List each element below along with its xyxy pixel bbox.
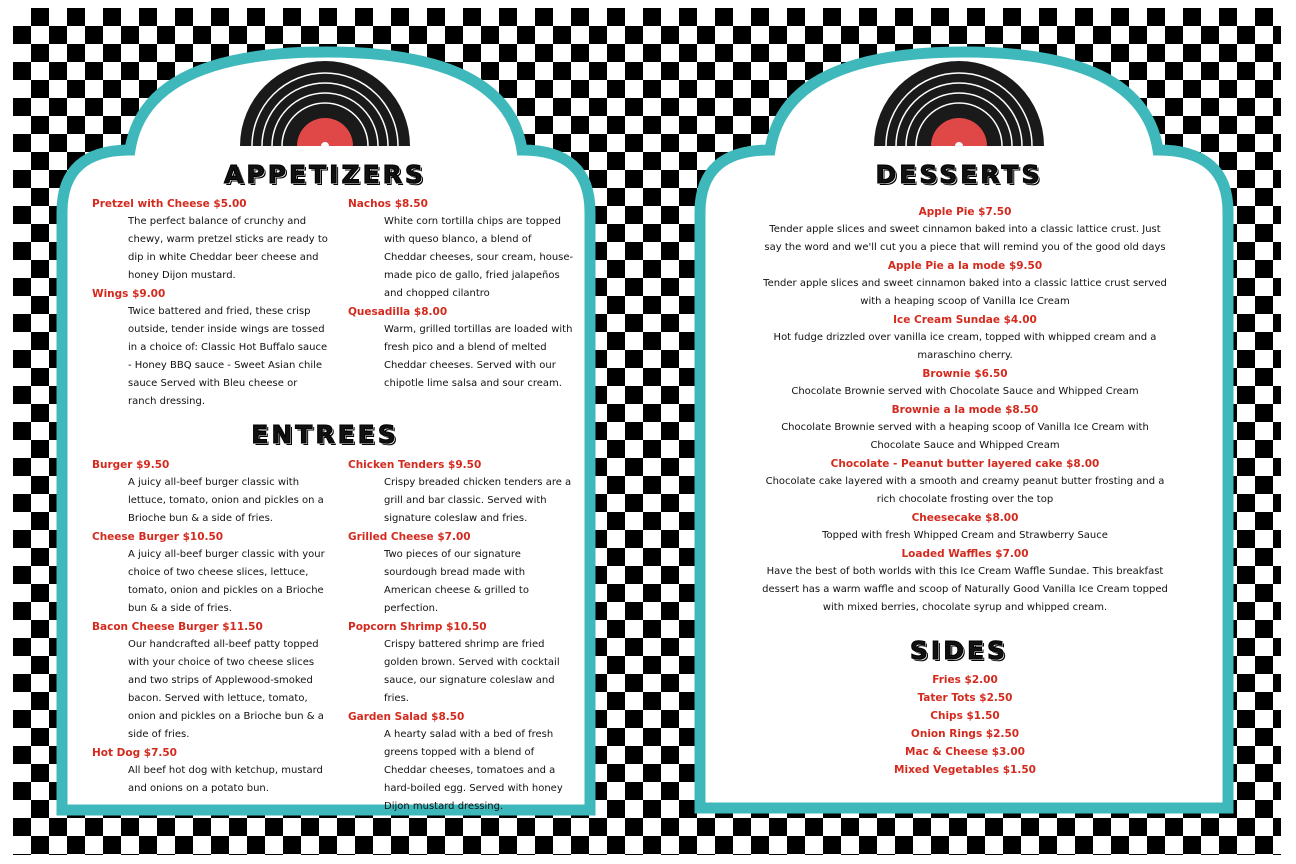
sides-heading: SIDES [909, 636, 1009, 665]
dessert-item-description: Chocolate cake layered with a smooth and creamy peanut butter frosting and a rich chocolate frosting over the top [765, 476, 1165, 505]
side-item: Tater Tots $2.50 [917, 692, 1013, 704]
dessert-item-description: Hot fudge drizzled over vanilla ice cream, topped with whipped cream and a maraschino cherry. [773, 332, 1157, 361]
menu-item-description: Warm, grilled tortillas are loaded with fresh pico and a blend of melted Cheddar cheeses. Served with our chipotle lime salsa and sour cream. [384, 324, 573, 389]
menu-item-name: Bacon Cheese Burger $11.50 [92, 621, 263, 633]
entrees-heading: ENTREES [251, 420, 399, 449]
menu-item-name: Chicken Tenders $9.50 [348, 459, 482, 471]
menu-item-description: Crispy battered shrimp are fried golden brown. Served with cocktail sauce, our signature coleslaw and fries. [384, 639, 560, 704]
appetizers-column-1 [92, 195, 328, 411]
dessert-item-description: Tender apple slices and sweet cinnamon baked into a classic lattice crust. Just say the word and we'll cut you a piece that will remind you of the good old days [764, 224, 1166, 253]
menu-item-description: Two pieces of our signature sourdough bread made with American cheese & grilled to perfection. [384, 549, 529, 614]
desserts-list [760, 203, 1170, 617]
sides-list [860, 671, 1070, 779]
side-item: Mac & Cheese $3.00 [905, 746, 1025, 758]
menu-item-name: Grilled Cheese $7.00 [348, 531, 471, 543]
menu-item-description: White corn tortilla chips are topped with queso blanco, a blend of Cheddar cheeses, sour cream, house-made pico de gallo, fried jalapeños and chopped cilantro [384, 216, 574, 299]
menu-item-description: A juicy all-beef burger classic with lettuce, tomato, onion and pickles on a Brioche bun & a side of fries. [128, 477, 324, 524]
menu-item-name: Quesadilla $8.00 [348, 306, 448, 318]
entrees-column-1 [92, 456, 328, 798]
dessert-item-description: Chocolate Brownie served with Chocolate Sauce and Whipped Cream [791, 386, 1139, 397]
dessert-item-description: Have the best of both worlds with this Ice Cream Waffle Sundae. This breakfast dessert has a warm waffle and scoop of Naturally Good Vanilla Ice Cream topped with mixed berries, chocolate syrup and whipped cream. [762, 566, 1168, 613]
dessert-item-name: Ice Cream Sundae $4.00 [893, 314, 1037, 326]
side-item: Chips $1.50 [930, 710, 1000, 722]
appetizers-heading: APPETIZERS [224, 160, 426, 189]
appetizers-column-2 [348, 195, 574, 393]
dessert-item-description: Chocolate Brownie served with a heaping scoop of Vanilla Ice Cream with Chocolate Sauce and Whipped Cream [781, 422, 1149, 451]
side-item: Fries $2.00 [932, 674, 998, 686]
menu-item-description: The perfect balance of crunchy and chewy, warm pretzel sticks are ready to dip in white Cheddar beer cheese and honey Dijon mustard. [128, 216, 328, 281]
dessert-item-name: Loaded Waffles $7.00 [901, 548, 1029, 560]
menu-item-name: Pretzel with Cheese $5.00 [92, 198, 247, 210]
dessert-item-name: Brownie $6.50 [922, 368, 1008, 380]
menu-item-name: Cheese Burger $10.50 [92, 531, 224, 543]
menu-item-name: Nachos $8.50 [348, 198, 428, 210]
menu-item-name: Popcorn Shrimp $10.50 [348, 621, 487, 633]
menu-item-description: Our handcrafted all-beef patty topped with your choice of two cheese slices and two strips of Applewood-smoked bacon. Served with lettuce, tomato, onion and pickles on a Brioche bun & a side of fries. [128, 639, 324, 740]
menu-item-name: Burger $9.50 [92, 459, 170, 471]
menu-item-description: Crispy breaded chicken tenders are a grill and bar classic. Served with signature coleslaw and fries. [384, 477, 572, 524]
desserts-heading: DESSERTS [875, 160, 1043, 189]
menu-item-description: Twice battered and fried, these crisp outside, tender inside wings are tossed in a choice of: Classic Hot Buffalo sauce - Honey BBQ sauce - Sweet Asian chile sauce Served with Bleu cheese or ranch dressing. [128, 306, 328, 407]
menu-item-name: Hot Dog $7.50 [92, 747, 177, 759]
menu-item-description: All beef hot dog with ketchup, mustard and onions on a potato bun. [128, 765, 323, 794]
dessert-item-name: Cheesecake $8.00 [911, 512, 1019, 524]
dessert-item-name: Apple Pie a la mode $9.50 [887, 260, 1043, 272]
dessert-item-name: Brownie a la mode $8.50 [891, 404, 1039, 416]
dessert-item-name: Apple Pie $7.50 [918, 206, 1012, 218]
entrees-column-2 [348, 456, 574, 816]
side-item: Onion Rings $2.50 [910, 728, 1020, 740]
side-item: Mixed Vegetables $1.50 [894, 764, 1036, 776]
menu-item-description: A hearty salad with a bed of fresh greens topped with a blend of Cheddar cheeses, tomatoes and a hard-boiled egg. Served with honey Dijon mustard dressing. [384, 729, 563, 812]
dessert-item-description: Topped with fresh Whipped Cream and Strawberry Sauce [822, 530, 1108, 541]
dessert-item-description: Tender apple slices and sweet cinnamon baked into a classic lattice crust served with a heaping scoop of Vanilla Ice Cream [763, 278, 1167, 307]
dessert-item-name: Chocolate - Peanut butter layered cake $8.00 [830, 458, 1100, 470]
menu-item-name: Garden Salad $8.50 [348, 711, 465, 723]
menu-item-description: A juicy all-beef burger classic with your choice of two cheese slices, lettuce, tomato, onion and pickles on a Brioche bun & a side of fries. [128, 549, 325, 614]
menu-item-name: Wings $9.00 [92, 288, 166, 300]
